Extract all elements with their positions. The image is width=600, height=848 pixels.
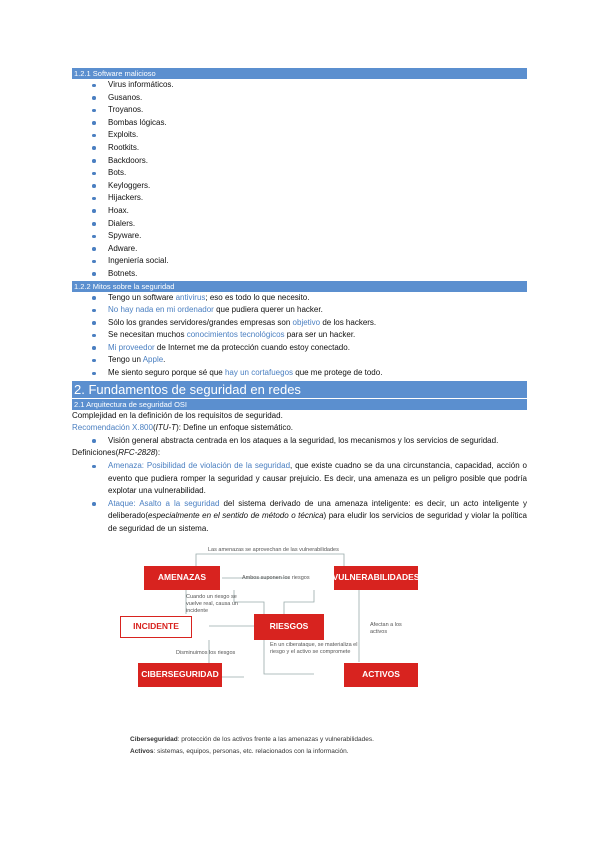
list-item: Spyware. <box>72 230 527 243</box>
list-item: Hijackers. <box>72 192 527 205</box>
box-vulnerabilidades: VULNERABILIDADES <box>334 566 418 590</box>
document-page <box>72 68 527 758</box>
list-item: Tengo un Apple. <box>72 354 527 367</box>
myths-list <box>72 292 527 380</box>
box-amenazas: AMENAZAS <box>144 566 220 590</box>
list-item: Bombas lógicas. <box>72 117 527 130</box>
paragraph-complejidad: Complejidad en la definición de los requisitos de seguridad. <box>72 410 283 420</box>
label-disminuimos: Disminuimos los riesgos <box>176 649 236 656</box>
label-amenazas-vulnerabilidades: Las amenazas se aprovechan de las vulnerabilidades <box>208 546 339 553</box>
section-header-mitos: 1.2.2 Mitos sobre la seguridad <box>72 281 527 292</box>
list-item: Hoax. <box>72 205 527 218</box>
label-afectan: Afectan a los activos <box>370 621 402 635</box>
box-activos: ACTIVOS <box>344 663 418 687</box>
list-item: Me siento seguro porque sé que hay un cortafuegos que me protege de todo. <box>72 367 527 380</box>
section-header-fundamentos: 2. Fundamentos de seguridad en redes <box>72 381 527 398</box>
list-item: Botnets. <box>72 268 527 281</box>
list-item: Dialers. <box>72 218 527 231</box>
list-item: Ingeniería social. <box>72 255 527 268</box>
list-item: Exploits. <box>72 129 527 142</box>
legend-activos: Activos: sistemas, equipos, personas, etc. relacionados con la información. <box>130 747 349 755</box>
list-item-amenaza: Amenaza: Posibilidad de violación de la seguridad, que existe cuadno se da una circunstancia, capacidad, acción o evento que pudiera romper la seguridad y causar prejuicio. Es decir, una amenaza es un peligro posible que podría explotar una vulnerabilidad. <box>72 460 527 498</box>
list-item: Rootkits. <box>72 142 527 155</box>
box-ciberseguridad: CIBERSEGURIDAD <box>138 663 222 687</box>
malware-list <box>72 79 527 281</box>
list-item: Bots. <box>72 167 527 180</box>
label-cuando: Cuando un riesgo se vuelve real, causa un incidente <box>186 593 238 614</box>
label-ambos: Ambos suponen los riesgos <box>242 574 310 581</box>
list-item: Visión general abstracta centrada en los ataques a la seguridad, los mecanismos y los servicios de seguridad. <box>72 435 527 448</box>
paragraph-x800: Recomendación X.800(ITU-T): Define un enfoque sistemático. <box>72 423 294 433</box>
paragraph-definiciones: Definiciones(RFC-2828): <box>72 448 161 458</box>
list-item: Tengo un software antivirus; eso es todo lo que necesito. <box>72 292 527 305</box>
list-item: Mi proveedor de Internet me da protección cuando estoy conectado. <box>72 342 527 355</box>
legend-ciberseguridad: Ciberseguridad: protección de los activos frente a las amenazas y vulnerabilidades. <box>130 735 374 743</box>
list-item: Troyanos. <box>72 104 527 117</box>
box-incidente: INCIDENTE <box>120 616 192 638</box>
list-item: Adware. <box>72 243 527 256</box>
section-header-arquitectura: 2.1 Arquitectura de seguridad OSI <box>72 399 527 410</box>
list-item-ataque: Ataque: Asalto a la seguridad del sistema derivado de una amenaza inteligente: es decir, un acto inteligente y deliberado(especialmente en el sentido de método o técnica) para eludir los servicios de seguridad y violar la política de seguridad de un sistema. <box>72 498 527 536</box>
list-item: Gusanos. <box>72 92 527 105</box>
box-riesgos: RIESGOS <box>254 614 324 640</box>
section-header-software-malicioso: 1.2.1 Software malicioso <box>72 68 527 79</box>
list-item: Backdoors. <box>72 155 527 168</box>
security-diagram <box>114 542 424 732</box>
list-item: No hay nada en mi ordenador que pudiera querer un hacker. <box>72 304 527 317</box>
list-item: Se necesitan muchos conocimientos tecnológicos para ser un hacker. <box>72 329 527 342</box>
list-item: Virus informáticos. <box>72 79 527 92</box>
label-ciberataque: En un ciberataque, se materializa el riesgo y el activo se compromete <box>270 641 358 655</box>
list-item: Keyloggers. <box>72 180 527 193</box>
diagram-legend <box>130 734 527 758</box>
list-item: Sólo los grandes servidores/grandes empresas son objetivo de los hackers. <box>72 317 527 330</box>
